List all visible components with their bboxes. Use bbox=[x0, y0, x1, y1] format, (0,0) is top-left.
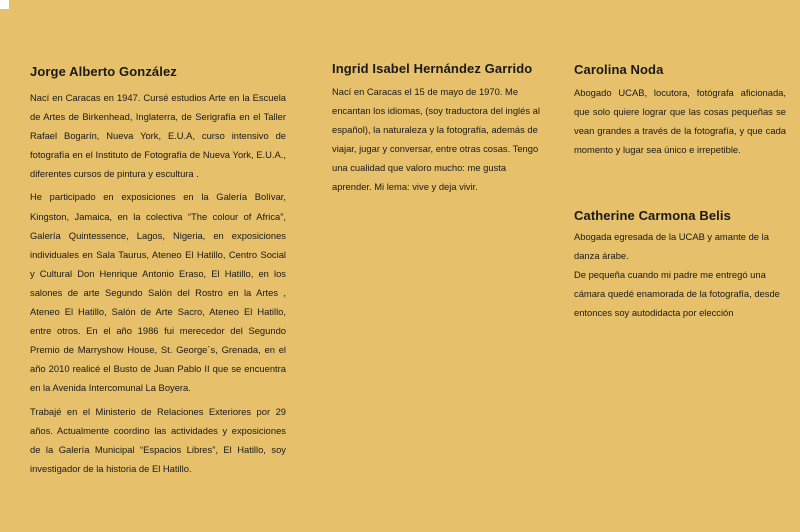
bio-name: Ingrid Isabel Hernández Garrido bbox=[332, 61, 533, 76]
bio-paragraph: De pequeña cuando mi padre me entregó una cámara quedé enamorada de la fotografía, desde entonces soy autodidacta por elección bbox=[574, 269, 780, 318]
bio-catherine bbox=[574, 208, 786, 322]
bio-carolina bbox=[574, 62, 786, 159]
bio-name: Jorge Alberto González bbox=[30, 64, 177, 79]
bio-paragraph: Abogado UCAB, locutora, fotógrafa aficionada, que solo quiere lograr que las cosas pequeñas se vean grandes a través de la fotografía, y que cada momento y lugar sea único e irrepetible. bbox=[574, 87, 786, 155]
bio-paragraph: He participado en exposiciones en la Galería Bolívar, Kingston, Jamaica, en la colectiva “The colour of Africa”, Galería Quintessence, Lagos, Nigeria, en exposiciones individuales en Sala Taurus, Ateneo El Hatillo, Centro Social y Cultural Don Henrique Antonio Eraso, El Hatillo, en los salones de arte Segundo Salón del Rostro en la Artes , Ateneo El Hatillo, Salón de Arte Sacro, Ateneo El Hatillo, entre otros. En el año 1986 fui merecedor del Segundo Premio de Marryshow House, St. George´s, Grenada, en el año 2010 realicé el Busto de Juan Pablo II que se encuentra en la Avenida Intercomunal La Boyera. bbox=[30, 191, 286, 394]
bio-name: Carolina Noda bbox=[574, 62, 664, 77]
bio-ingrid bbox=[332, 61, 547, 196]
bio-name: Catherine Carmona Belis bbox=[574, 208, 731, 223]
bio-jorge bbox=[30, 64, 286, 478]
bio-paragraph: Trabajé en el Ministerio de Relaciones Exteriores por 29 años. Actualmente coordino las actividades y exposiciones de la Galería Municipal “Espacios Libres”, El Hatillo, soy investigador de la historia de El Hatillo. bbox=[30, 405, 286, 474]
bio-paragraph: Nací en Caracas en 1947. Cursé estudios Arte en la Escuela de Artes de Birkenhead, Inglaterra, de Serigrafía en el Taller Rafael Bogarín, Nueva York, E.U.A, curso intensivo de fotografía en el Instituto de Fotografía de Nueva York, E.U.A., diferentes cursos de pintura y escultura . bbox=[30, 92, 286, 180]
bio-paragraph: Nací en Caracas el 15 de mayo de 1970. Me encantan los idiomas, (soy traductora del inglés al español), la naturaleza y la fotografía, además de viajar, jugar y conversar, entre otras cosas. Tengo una cualidad que valoro mucho: me gusta aprender. Mi lema: vive y deja vivir. bbox=[332, 86, 540, 192]
bio-paragraph: Abogada egresada de la UCAB y amante de la danza árabe. bbox=[574, 231, 769, 261]
corner-mark bbox=[0, 0, 9, 9]
